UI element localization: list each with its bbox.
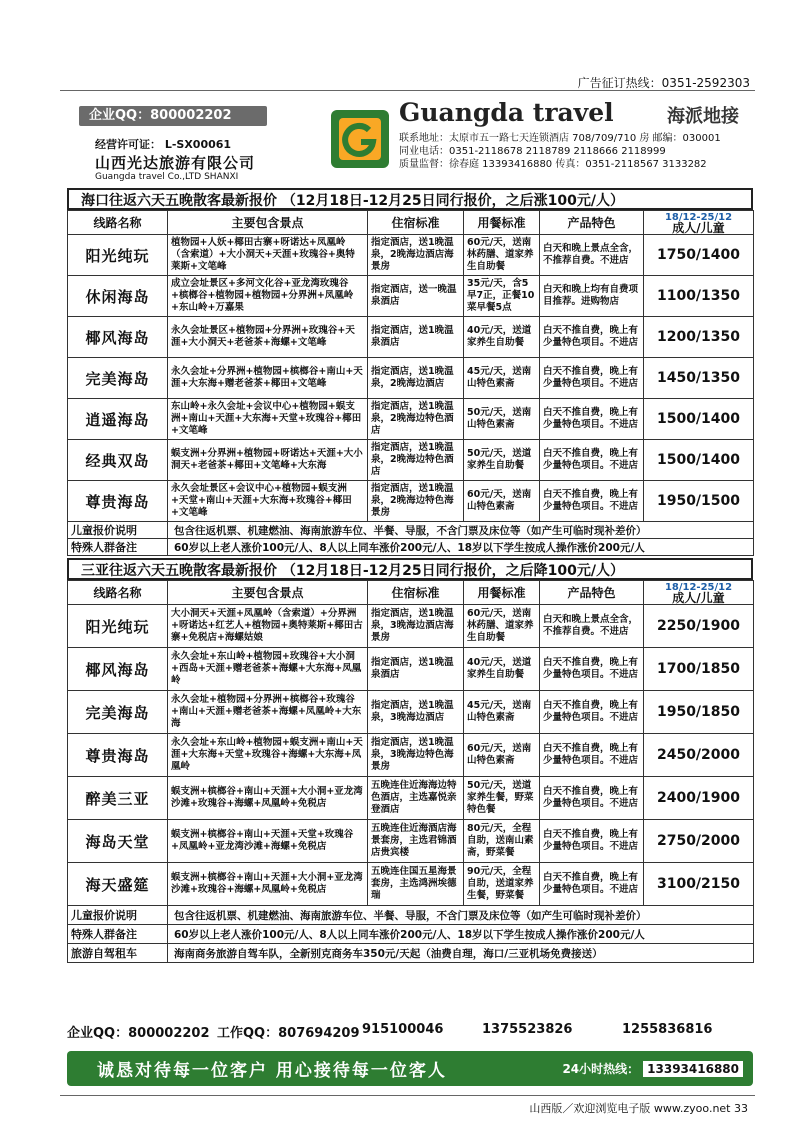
route-hotel: 五晚连住国五星海景套房，主选鸿洲埃德瑞 xyxy=(368,863,464,906)
note-row xyxy=(68,539,754,556)
company-name-en: Guangda travel Co.,LTD SHANXI xyxy=(95,172,239,182)
route-spots: 永久会址+东山岭+植物园+蜈支洲+南山+天涯+大东海+天堂+玫瑰谷+海螺+大东海+凤凰岭 xyxy=(168,734,368,777)
header-supervision: 质量监督：徐春庭 13393416880 传真：0351-2118567 3133282 xyxy=(399,159,707,170)
route-feature: 白天不推自费，晚上有少量特色项目。不进店 xyxy=(540,691,644,734)
banner-slogan: 诚恳对待每一位客户 用心接待每一位客人 xyxy=(97,1061,447,1081)
table-row xyxy=(68,358,754,399)
route-price: 1750/1400 xyxy=(644,235,754,276)
haikou-price-table xyxy=(67,210,754,556)
table-row xyxy=(68,691,754,734)
top-divider xyxy=(60,90,755,91)
price-sub: 成人/儿童 xyxy=(672,220,725,235)
child-price-label: 儿童报价说明 xyxy=(68,906,168,925)
route-meal: 50元/天，送道家养生餐，野菜特色餐 xyxy=(464,777,540,820)
col-hotel: 住宿标准 xyxy=(368,211,464,235)
header-qq: 企业QQ：800002202 xyxy=(79,106,267,126)
route-name: 醉美三亚 xyxy=(68,777,168,820)
route-spots: 植物园+人妖+椰田古寨+呀诺达+凤凰岭（含索道）+大小洞天+天涯+玫瑰谷+奥特莱斯+文笔峰 xyxy=(168,235,368,276)
route-name: 椰风海岛 xyxy=(68,648,168,691)
table-row xyxy=(68,863,754,906)
child-price-text: 包含往返机票、机建燃油、海南旅游车位、半餐、导服，不含门票及床位等（如产生可临时现补差价） xyxy=(168,522,754,539)
header-left xyxy=(67,96,292,188)
contact-number-1: 915100046 xyxy=(362,1022,444,1037)
route-spots: 永久会址+植物园+分界洲+槟榔谷+玫瑰谷+南山+天涯+赠老爸茶+海螺+凤凰岭+大东海 xyxy=(168,691,368,734)
route-price: 2400/1900 xyxy=(644,777,754,820)
route-hotel: 指定酒店，送1晚温泉，2晚海边特色海景房 xyxy=(368,481,464,522)
route-meal: 35元/天，含5早7正，正餐10菜早餐5点 xyxy=(464,276,540,317)
col-meal: 用餐标准 xyxy=(464,211,540,235)
slogan-banner xyxy=(67,1051,753,1086)
license-number: 经营许可证： L-SX00061 xyxy=(95,138,232,151)
route-name: 海岛天堂 xyxy=(68,820,168,863)
col-spots: 主要包含景点 xyxy=(168,211,368,235)
route-meal: 45元/天，送南山特色素斋 xyxy=(464,358,540,399)
header-address: 联系地址：太原市五一路七天连锁酒店 708/709/710 房 邮编：030001 xyxy=(399,133,721,144)
banner-hotline-label: 24小时热线： xyxy=(562,1062,640,1076)
contact-number-2: 1375523826 xyxy=(482,1022,573,1037)
table-row xyxy=(68,605,754,648)
route-feature: 白天不推自费，晚上有少量特色项目。不进店 xyxy=(540,399,644,440)
route-name: 完美海岛 xyxy=(68,691,168,734)
note-row xyxy=(68,925,754,944)
route-feature: 白天不推自费，晚上有少量特色项目。不进店 xyxy=(540,358,644,399)
route-price: 3100/2150 xyxy=(644,863,754,906)
route-feature: 白天不推自费，晚上有少量特色项目。不进店 xyxy=(540,820,644,863)
company-header xyxy=(67,96,753,188)
route-price: 2250/1900 xyxy=(644,605,754,648)
route-meal: 60元/天，送南山特色素斋 xyxy=(464,734,540,777)
route-price: 1700/1850 xyxy=(644,648,754,691)
table-row xyxy=(68,481,754,522)
col-meal: 用餐标准 xyxy=(464,581,540,605)
route-meal: 60元/天，送南林药膳、道家养生自助餐 xyxy=(464,605,540,648)
col-route: 线路名称 xyxy=(68,581,168,605)
route-name: 逍遥海岛 xyxy=(68,399,168,440)
special-group-label: 特殊人群备注 xyxy=(68,539,168,556)
table-row xyxy=(68,235,754,276)
col-feature: 产品特色 xyxy=(540,581,644,605)
header-right xyxy=(397,96,753,188)
route-spots: 蜈支洲+分界洲+植物园+呀诺达+天涯+大小洞天+老爸茶+椰田+文笔峰+大东海 xyxy=(168,440,368,481)
route-spots: 永久会址景区+会议中心+植物园+蜈支洲+天堂+南山+天涯+大东海+玫瑰谷+椰田+文笔峰 xyxy=(168,481,368,522)
route-price: 1100/1350 xyxy=(644,276,754,317)
route-meal: 90元/天，全程自助，送道家养生餐，野菜餐 xyxy=(464,863,540,906)
route-spots: 蜈支洲+槟榔谷+南山+天涯+大小洞+亚龙湾沙滩+玫瑰谷+海螺+凤凰岭+免税店 xyxy=(168,863,368,906)
route-meal: 45元/天，送南山特色素斋 xyxy=(464,691,540,734)
route-name: 阳光纯玩 xyxy=(68,605,168,648)
table-row xyxy=(68,276,754,317)
company-logo xyxy=(329,108,391,170)
bottom-divider xyxy=(60,1095,755,1096)
table-row xyxy=(68,777,754,820)
header-contact-info xyxy=(399,132,755,171)
route-feature: 白天和晚上景点全含，不推荐自费。不进店 xyxy=(540,235,644,276)
col-route: 线路名称 xyxy=(68,211,168,235)
route-hotel: 指定酒店，送1晚温泉，2晚海边酒店 xyxy=(368,358,464,399)
special-group-text: 60岁以上老人涨价100元/人、8人以上同车涨价200元/人、18岁以下学生按成人操作涨价200元/人 xyxy=(168,925,754,944)
route-price: 1950/1500 xyxy=(644,481,754,522)
route-meal: 40元/天，送道家养生自助餐 xyxy=(464,648,540,691)
contact-line xyxy=(67,1022,753,1041)
table-row xyxy=(68,734,754,777)
route-spots: 成立会址景区+多河文化谷+亚龙湾玫瑰谷+槟榔谷+植物园+植物园+分界洲+凤凰岭+东山岭+万嘉果 xyxy=(168,276,368,317)
route-meal: 60元/天，送南山特色素斋 xyxy=(464,481,540,522)
route-feature: 白天不推自费，晚上有少量特色项目。不进店 xyxy=(540,481,644,522)
route-name: 阳光纯玩 xyxy=(68,235,168,276)
col-hotel: 住宿标准 xyxy=(368,581,464,605)
route-feature: 白天不推自费，晚上有少量特色项目。不进店 xyxy=(540,317,644,358)
route-price: 2450/2000 xyxy=(644,734,754,777)
route-name: 休闲海岛 xyxy=(68,276,168,317)
banner-hotline-number: 13393416880 xyxy=(643,1061,743,1077)
route-price: 1200/1350 xyxy=(644,317,754,358)
contact-qq: 企业QQ：800002202 xyxy=(67,1026,210,1041)
banner-hotline xyxy=(562,1060,743,1077)
route-hotel: 指定酒店，送1晚温泉酒店 xyxy=(368,317,464,358)
route-hotel: 指定酒店，送1晚温泉，3晚海边特色海景房 xyxy=(368,734,464,777)
table-row xyxy=(68,317,754,358)
sanya-section-title: 三亚往返六天五晚散客最新报价 （12月18日-12月25日同行报价，之后降100元/人） xyxy=(67,558,753,580)
car-rental-label: 旅游自驾租车 xyxy=(68,944,168,963)
ad-hotline: 广告征订热线：0351-2592303 xyxy=(577,76,750,90)
route-spots: 永久会址景区+植物园+分界洲+玫瑰谷+天涯+大小洞天+老爸茶+海螺+文笔峰 xyxy=(168,317,368,358)
route-spots: 蜈支洲+槟榔谷+南山+天涯+天堂+玫瑰谷+凤凰岭+亚龙湾沙滩+海螺+免税店 xyxy=(168,820,368,863)
table-row xyxy=(68,820,754,863)
route-name: 经典双岛 xyxy=(68,440,168,481)
route-hotel: 指定酒店，送1晚温泉，2晚海边特色酒店 xyxy=(368,399,464,440)
special-group-label: 特殊人群备注 xyxy=(68,925,168,944)
route-name: 完美海岛 xyxy=(68,358,168,399)
route-name: 海天盛筵 xyxy=(68,863,168,906)
route-hotel: 指定酒店，送一晚温泉酒店 xyxy=(368,276,464,317)
route-meal: 40元/天，送道家养生自助餐 xyxy=(464,317,540,358)
route-meal: 60元/天，送南林药膳、道家养生自助餐 xyxy=(464,235,540,276)
route-spots: 永久会址+分界洲+植物园+槟榔谷+南山+天涯+大东海+赠老爸茶+椰田+文笔峰 xyxy=(168,358,368,399)
company-name: 山西光达旅游有限公司 xyxy=(95,154,256,172)
note-row xyxy=(68,906,754,925)
table-row xyxy=(68,399,754,440)
route-spots: 蜈支洲+槟榔谷+南山+天涯+大小洞+亚龙湾沙滩+玫瑰谷+海螺+凤凰岭+免税店 xyxy=(168,777,368,820)
route-hotel: 指定酒店，送1晚温泉，3晚海边酒店海景房 xyxy=(368,605,464,648)
haikou-section-title: 海口往返六天五晚散客最新报价 （12月18日-12月25日同行报价，之后涨100元/人） xyxy=(67,188,753,210)
route-price: 1450/1350 xyxy=(644,358,754,399)
table-header-row xyxy=(68,581,754,605)
col-feature: 产品特色 xyxy=(540,211,644,235)
special-group-text: 60岁以上老人涨价100元/人、8人以上同车涨价200元/人、18岁以下学生按成人操作涨价200元/人 xyxy=(168,539,754,556)
child-price-label: 儿童报价说明 xyxy=(68,522,168,539)
route-hotel: 五晚连住近海酒店海景套房，主选君锦酒店贵宾楼 xyxy=(368,820,464,863)
contact-work-qq: 工作QQ：807694209 xyxy=(217,1026,360,1041)
price-sub: 成人/儿童 xyxy=(672,590,725,605)
route-hotel: 指定酒店，送1晚温泉，2晚海边酒店海景房 xyxy=(368,235,464,276)
route-price: 1500/1400 xyxy=(644,440,754,481)
route-hotel: 指定酒店，送1晚温泉，2晚海边特色酒店 xyxy=(368,440,464,481)
route-feature: 白天不推自费，晚上有少量特色项目。不进店 xyxy=(540,440,644,481)
sanya-price-table xyxy=(67,580,754,963)
price-dates: 18/12-25/12 xyxy=(664,581,733,593)
route-hotel: 五晚连住近海海边特色酒店，主选嘉悦亲登酒店 xyxy=(368,777,464,820)
route-meal: 80元/天，全程自助，送南山素斋，野菜餐 xyxy=(464,820,540,863)
note-row xyxy=(68,522,754,539)
route-spots: 大小洞天+天涯+凤凰岭（含索道）+分界洲+呀诺达+红艺人+植物园+奥特莱斯+椰田古寨+免税店+海螺姑娘 xyxy=(168,605,368,648)
table-row xyxy=(68,648,754,691)
route-name: 椰风海岛 xyxy=(68,317,168,358)
table-header-row xyxy=(68,211,754,235)
brand-name: Guangda travel xyxy=(399,98,614,127)
route-price: 1950/1850 xyxy=(644,691,754,734)
page-footer: 山西版／欢迎浏览电子版 www.zyoo.net 33 xyxy=(529,1102,748,1115)
route-feature: 白天和晚上均有自费项目推荐。进购物店 xyxy=(540,276,644,317)
car-rental-text: 海南商务旅游自驾车队，全新别克商务车350元/天起（油费自理，海口/三亚机场免费接送） xyxy=(168,944,754,963)
table-row xyxy=(68,440,754,481)
col-price xyxy=(644,581,754,605)
route-hotel: 指定酒店，送1晚温泉，3晚海边酒店 xyxy=(368,691,464,734)
route-spots: 东山岭+永久会址+会议中心+植物园+蜈支洲+南山+天涯+大东海+天堂+玫瑰谷+椰田+文笔峰 xyxy=(168,399,368,440)
child-price-text: 包含往返机票、机建燃油、海南旅游车位、半餐、导服，不含门票及床位等（如产生可临时现补差价） xyxy=(168,906,754,925)
route-spots: 永久会址+东山岭+植物园+玫瑰谷+大小洞+西岛+天涯+赠老爸茶+海螺+大东海+凤凰岭 xyxy=(168,648,368,691)
note-row xyxy=(68,944,754,963)
route-name: 尊贵海岛 xyxy=(68,734,168,777)
route-feature: 白天不推自费，晚上有少量特色项目。不进店 xyxy=(540,648,644,691)
col-price xyxy=(644,211,754,235)
col-spots: 主要包含景点 xyxy=(168,581,368,605)
brand-name-cn: 海派地接 xyxy=(667,106,739,127)
route-feature: 白天不推自费，晚上有少量特色项目。不进店 xyxy=(540,777,644,820)
route-price: 2750/2000 xyxy=(644,820,754,863)
route-meal: 50元/天，送南山特色素斋 xyxy=(464,399,540,440)
route-meal: 50元/天，送道家养生自助餐 xyxy=(464,440,540,481)
route-feature: 白天和晚上景点全含，不推荐自费。不进店 xyxy=(540,605,644,648)
contact-number-3: 1255836816 xyxy=(622,1022,713,1037)
price-dates: 18/12-25/12 xyxy=(664,211,733,223)
route-name: 尊贵海岛 xyxy=(68,481,168,522)
route-price: 1500/1400 xyxy=(644,399,754,440)
header-phone: 同业电话：0351-2118678 2118789 2118666 2118999 xyxy=(399,146,666,157)
route-hotel: 指定酒店，送1晚温泉酒店 xyxy=(368,648,464,691)
route-feature: 白天不推自费，晚上有少量特色项目。不进店 xyxy=(540,734,644,777)
route-feature: 白天不推自费，晚上有少量特色项目。不进店 xyxy=(540,863,644,906)
